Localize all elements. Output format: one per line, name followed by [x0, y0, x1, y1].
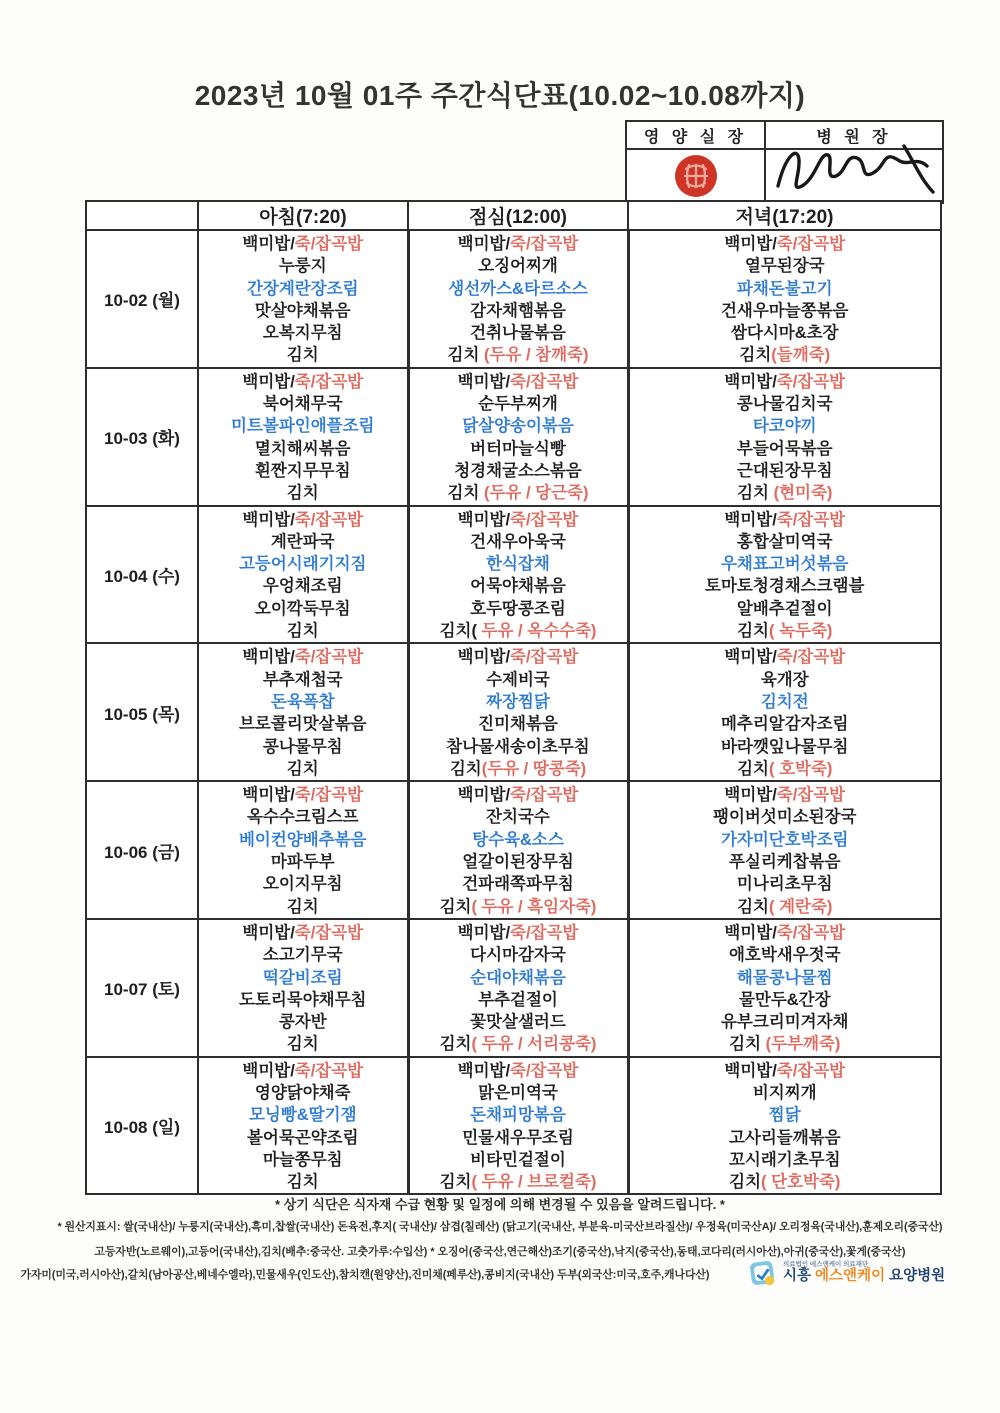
side-dish-item: 건취나물볶음 [470, 324, 566, 343]
kimchi-item: 김치 [447, 346, 480, 365]
side-dish-item: 근대된장무침 [736, 461, 833, 480]
porridge-rice-label: 죽/잡곡밥 [510, 372, 579, 391]
rice-label: 백미밥/ [724, 510, 777, 529]
kimchi-item: 김치 [439, 1173, 472, 1192]
day-label: 10-02 (월) [86, 230, 198, 368]
soup-item: 북어채무국 [262, 395, 343, 414]
soup-item: 옥수수크림스프 [246, 808, 359, 827]
porridge-rice-label: 죽/잡곡밥 [294, 235, 364, 253]
kimchi-item: 김치 [737, 622, 769, 641]
table-row [86, 781, 941, 919]
kimchi-item: 김치 [286, 897, 319, 916]
side-dish-item: 고사리들깨볶음 [728, 1128, 841, 1147]
col-header-dinner: 저녁(17:20) [628, 201, 941, 230]
day-label: 10-03 (화) [86, 368, 198, 506]
porridge-rice-label: 죽/잡곡밥 [294, 923, 364, 942]
main-dish-item: 미트볼파인애플조림 [231, 417, 375, 436]
rice-label: 백미밥/ [457, 786, 511, 805]
hospital-logo [748, 1257, 945, 1289]
rice-label: 백미밥/ [242, 923, 295, 942]
day-label: 10-07 (토) [86, 919, 198, 1057]
rice-label: 백미밥/ [457, 235, 511, 253]
porridge-rice-label: 죽/잡곡밥 [294, 1061, 364, 1080]
side-dish-item: 콩자반 [278, 1013, 327, 1032]
rice-label: 백미밥/ [242, 372, 295, 391]
rice-label: 백미밥/ [724, 923, 777, 942]
soup-item: 맑은미역국 [478, 1083, 558, 1102]
porridge-rice-label: 죽/잡곡밥 [776, 923, 846, 942]
porridge-rice-label: 죽/잡곡밥 [510, 235, 579, 253]
meal-cell-dinner [628, 230, 941, 368]
main-dish-item: 돈육폭찹 [270, 692, 335, 711]
porridge-note: ( 계란죽) [769, 897, 833, 916]
soup-item: 계란파국 [270, 532, 335, 551]
main-dish-item: 타코야끼 [752, 417, 817, 436]
side-dish-item: 미나리초무침 [736, 875, 833, 894]
porridge-note: (두유 / 참깨죽) [479, 346, 589, 365]
col-header-breakfast: 아침(7:20) [198, 201, 408, 230]
side-dish-item: 마파두부 [270, 853, 335, 872]
porridge-rice-label: 죽/잡곡밥 [776, 648, 846, 667]
side-dish-item: 맛살야채볶음 [254, 301, 351, 320]
porridge-rice-label: 죽/잡곡밥 [510, 648, 579, 667]
side-dish-item: 오이지무침 [262, 875, 343, 894]
side-dish-item: 얼갈이된장무침 [462, 853, 574, 872]
porridge-rice-label: 죽/잡곡밥 [776, 235, 846, 253]
hospital-logo-icon [748, 1257, 778, 1289]
col-header-lunch: 점심(12:00) [408, 201, 628, 230]
menu-header-row [86, 201, 941, 230]
main-dish-item: 간장계란장조림 [246, 279, 359, 298]
porridge-note: (두유 / 당근죽) [479, 484, 589, 503]
side-dish-item: 호두땅콩조림 [470, 599, 566, 618]
meal-cell-lunch [408, 643, 628, 781]
main-dish-item: 닭살양송이볶음 [462, 417, 574, 436]
soup-item: 콩나물김치국 [736, 395, 833, 414]
porridge-note: (현미죽) [769, 484, 833, 503]
porridge-rice-label: 죽/잡곡밥 [294, 510, 364, 529]
meal-cell-dinner [628, 368, 941, 506]
side-dish-item: 건새우마늘쫑볶음 [720, 301, 849, 320]
kimchi-item: 김치 [439, 1035, 472, 1054]
side-dish-item: 어묵야채볶음 [470, 577, 566, 596]
soup-item: 부추재첩국 [262, 670, 343, 689]
nutrition-manager-stamp-cell [627, 150, 766, 202]
director-signature-cell [766, 150, 942, 202]
meal-cell-dinner [628, 643, 941, 781]
kimchi-item: 김치 [286, 759, 319, 778]
meal-cell-dinner [628, 919, 941, 1057]
soup-item: 애호박새우젓국 [728, 946, 841, 965]
soup-item: 소고기무국 [262, 946, 343, 965]
logo-hospital-name: 시흥 에스앤케이 요양병원 [783, 1267, 946, 1284]
rice-label: 백미밥/ [457, 648, 511, 667]
porridge-rice-label: 죽/잡곡밥 [776, 786, 846, 805]
side-dish-item: 흰짠지무무침 [254, 461, 351, 480]
kimchi-item: 김치 [286, 1173, 319, 1192]
side-dish-item: 알배추겉절이 [736, 599, 833, 618]
main-dish-item: 찜닭 [768, 1106, 801, 1125]
soup-item: 누룽지 [278, 257, 327, 276]
soup-item: 비지찌개 [752, 1083, 817, 1102]
side-dish-item: 버터마늘식빵 [470, 439, 566, 458]
porridge-rice-label: 죽/잡곡밥 [776, 1061, 846, 1080]
day-label: 10-04 (수) [86, 506, 198, 644]
porridge-note: 두유 / 옥수수죽) [476, 622, 597, 641]
main-dish-item: 김치전 [760, 692, 809, 711]
meal-cell-lunch [408, 506, 628, 644]
soup-item: 오징어찌개 [478, 257, 558, 276]
meal-cell-breakfast [198, 1057, 408, 1195]
kimchi-item: 김치 [729, 1035, 762, 1054]
meal-cell-lunch [408, 368, 628, 506]
kimchi-item: 김치 [286, 1035, 319, 1054]
porridge-note: ( 단호박죽) [761, 1173, 841, 1192]
porridge-rice-label: 죽/잡곡밥 [776, 372, 846, 391]
rice-label: 백미밥/ [457, 372, 511, 391]
approval-header-hospital-director: 병 원 장 [766, 122, 942, 150]
meal-cell-breakfast [198, 368, 408, 506]
side-dish-item: 쌈다시마&초장 [730, 324, 839, 343]
side-dish-item: 오이깍둑무침 [254, 599, 351, 618]
main-dish-item: 베이컨양배추볶음 [238, 830, 367, 849]
day-label: 10-05 (목) [86, 643, 198, 781]
side-dish-item: 도토리묵야채무침 [238, 990, 367, 1009]
soup-item: 건새우아욱국 [470, 532, 566, 551]
main-dish-item: 탕수육&소스 [472, 830, 564, 849]
menu-table [85, 200, 942, 1195]
side-dish-item: 부추겉절이 [478, 990, 558, 1009]
side-dish-item: 브로콜리맛살볶음 [238, 715, 367, 734]
approval-header-nutrition-manager: 영 양 실 장 [627, 122, 766, 150]
approval-signature-row [627, 150, 942, 202]
main-dish-item: 순대야채볶음 [470, 968, 566, 987]
porridge-note: ( 호박죽) [769, 759, 833, 778]
side-dish-item: 참나물새송이초무침 [446, 737, 590, 756]
rice-label: 백미밥/ [457, 923, 511, 942]
porridge-rice-label: 죽/잡곡밥 [510, 510, 579, 529]
kimchi-item: 김치 [286, 622, 319, 641]
side-dish-item: 부들어묵볶음 [736, 439, 833, 458]
side-dish-item: 오복지무침 [262, 324, 343, 343]
porridge-note: ( 두유 / 서리콩죽) [471, 1035, 597, 1054]
porridge-note: ( 두유 / 브로컬죽) [471, 1173, 597, 1192]
main-dish-item: 가자미단호박조림 [720, 830, 849, 849]
meal-cell-dinner [628, 506, 941, 644]
porridge-rice-label: 죽/잡곡밥 [294, 372, 364, 391]
meal-cell-dinner [628, 1057, 941, 1195]
side-dish-item: 민물새우무조림 [462, 1128, 574, 1147]
table-row [86, 919, 941, 1057]
soup-item: 영양닭야채죽 [254, 1083, 351, 1102]
kimchi-item: 김치 [447, 484, 480, 503]
kimchi-item: 김치 [739, 346, 772, 365]
side-dish-item: 멸치해씨볶음 [254, 439, 351, 458]
kimchi-item: 김치 [737, 484, 769, 503]
rice-label: 백미밥/ [457, 1061, 511, 1080]
rice-label: 백미밥/ [242, 510, 295, 529]
soup-item: 열무된장국 [744, 257, 825, 276]
side-dish-item: 바라깻잎나물무침 [720, 737, 849, 756]
logo-foundation-text: 의료법인 에스앤케이 의료재단 [783, 1261, 869, 1269]
side-dish-item: 감자채햄볶음 [470, 301, 566, 320]
table-row [86, 1057, 941, 1195]
main-dish-item: 생선까스&타르소스 [448, 279, 588, 298]
soup-item: 홍합살미역국 [736, 532, 833, 551]
porridge-rice-label: 죽/잡곡밥 [294, 786, 364, 805]
rice-label: 백미밥/ [724, 372, 777, 391]
kimchi-item: 김치 [729, 1173, 762, 1192]
kimchi-item: 김치 [737, 897, 769, 916]
side-dish-item: 우엉채조림 [262, 577, 343, 596]
main-dish-item: 모닝빵&딸기잼 [248, 1106, 357, 1125]
meal-cell-breakfast [198, 643, 408, 781]
day-label: 10-08 (일) [86, 1057, 198, 1195]
menu-table-body [86, 230, 941, 1194]
soup-item: 순두부찌개 [478, 395, 558, 414]
side-dish-item: 꽃맛살샐러드 [470, 1013, 566, 1032]
table-row [86, 643, 941, 781]
main-dish-item: 짜장찜닭 [486, 692, 550, 711]
main-dish-item: 파채돈불고기 [736, 279, 833, 298]
side-dish-item: 메추리알감자조림 [720, 715, 849, 734]
side-dish-item: 물만두&간장 [738, 990, 831, 1009]
meal-cell-lunch [408, 1057, 628, 1195]
main-dish-item: 고등어시래기지짐 [238, 555, 367, 574]
side-dish-item: 볼어묵곤약조림 [246, 1128, 359, 1147]
corner-cell [86, 201, 198, 230]
rice-label: 백미밥/ [724, 648, 777, 667]
porridge-rice-label: 죽/잡곡밥 [294, 648, 364, 667]
kimchi-item: 김치 [737, 759, 769, 778]
meal-cell-lunch [408, 919, 628, 1057]
origin-label-line2: 고등자반(노르웨이),고등어(국내산),김치(배추:중국산. 고춧가루:수입산) * 오징어(중국산,연근해산)조기(중국산),낙지(중국산),동태,코다리(러시아산),아귀(중국산),꽃게(중국산) [94, 1246, 906, 1258]
meal-cell-breakfast [198, 230, 408, 368]
porridge-note: (들깨죽) [771, 346, 831, 365]
kimchi-item: 김치 [449, 759, 482, 778]
porridge-note: (두부깨죽) [761, 1035, 841, 1054]
porridge-note: ( 두유 / 흑임자죽) [471, 897, 597, 916]
soup-item: 수제비국 [486, 670, 550, 689]
origin-label-line3: 가자미(미국,러시아산),갈치(남아공산,베네수엘라),민물새우(인도산),참치캔(원양산),진미채(페루산),콩비지(국내산) 두부(외국산:미국,호주,캐나다산) [20, 1269, 710, 1281]
main-dish-item: 우채표고버섯볶음 [720, 555, 849, 574]
kimchi-item: 김치 [286, 346, 319, 365]
side-dish-item: 유부크리미겨자채 [720, 1013, 849, 1032]
approval-table [625, 120, 944, 204]
rice-label: 백미밥/ [724, 1061, 777, 1080]
main-dish-item: 돈채피망볶음 [470, 1106, 566, 1125]
side-dish-item: 건파래쪽파무침 [462, 875, 574, 894]
side-dish-item: 푸실리케찹볶음 [728, 853, 841, 872]
meal-cell-lunch [408, 230, 628, 368]
main-dish-item: 한식잡채 [486, 555, 550, 574]
kimchi-item: 김치 [439, 897, 472, 916]
porridge-rice-label: 죽/잡곡밥 [510, 1061, 579, 1080]
soup-item: 육개장 [760, 670, 809, 689]
soup-item: 잔치국수 [486, 808, 550, 827]
porridge-rice-label: 죽/잡곡밥 [510, 786, 579, 805]
main-dish-item: 떡갈비조림 [262, 968, 343, 987]
main-dish-item: 해물콩나물찜 [736, 968, 833, 987]
soup-item: 다시마감자국 [470, 946, 566, 965]
kimchi-item: 김치( [439, 622, 477, 641]
soup-item: 팽이버섯미소된장국 [713, 808, 857, 827]
rice-label: 백미밥/ [242, 786, 295, 805]
meal-cell-breakfast [198, 506, 408, 644]
porridge-rice-label: 죽/잡곡밥 [510, 923, 579, 942]
table-row [86, 230, 941, 368]
director-signature-icon [770, 138, 938, 200]
meal-cell-lunch [408, 781, 628, 919]
side-dish-item: 토마토청경채스크램블 [705, 577, 865, 596]
seal-stamp-icon [673, 153, 719, 199]
side-dish-item: 진미채볶음 [478, 715, 558, 734]
rice-label: 백미밥/ [242, 1061, 295, 1080]
table-row [86, 506, 941, 644]
change-notice: * 상기 식단은 식자재 수급 현황 및 일정에 의해 변경될 수 있음을 알려드립니다. * [275, 1197, 725, 1212]
table-row [86, 368, 941, 506]
rice-label: 백미밥/ [242, 648, 295, 667]
side-dish-item: 비타민겉절이 [470, 1150, 566, 1169]
rice-label: 백미밥/ [457, 510, 511, 529]
side-dish-item: 마늘쫑무침 [262, 1150, 343, 1169]
rice-label: 백미밥/ [724, 235, 777, 253]
side-dish-item: 청경채굴소스볶음 [454, 461, 582, 480]
side-dish-item: 콩나물무침 [262, 737, 343, 756]
meal-cell-breakfast [198, 919, 408, 1057]
meal-cell-breakfast [198, 781, 408, 919]
porridge-note: ( 녹두죽) [769, 622, 833, 641]
origin-label-line1: * 원산지표시: 쌀(국내산)/ 누룽지(국내산),흑미,찹쌀(국내산) 돈육전,후지( 국내산)/ 삼겹(칠레산) (닭고기(국내산, 부분육-미국산브라질산)/ 우정육(미국산A)/ 오리정육(국내산),훈제오리(중국산) [57, 1221, 943, 1233]
side-dish-item: 꼬시래기초무침 [728, 1150, 841, 1169]
rice-label: 백미밥/ [724, 786, 777, 805]
page-title: 2023년 10월 01주 주간식단표(10.02~10.08까지) [194, 80, 806, 111]
porridge-note: (두유 / 땅콩죽) [481, 759, 587, 778]
porridge-rice-label: 죽/잡곡밥 [776, 510, 846, 529]
meal-cell-dinner [628, 781, 941, 919]
day-label: 10-06 (금) [86, 781, 198, 919]
rice-label: 백미밥/ [242, 235, 295, 253]
kimchi-item: 김치 [286, 484, 319, 503]
